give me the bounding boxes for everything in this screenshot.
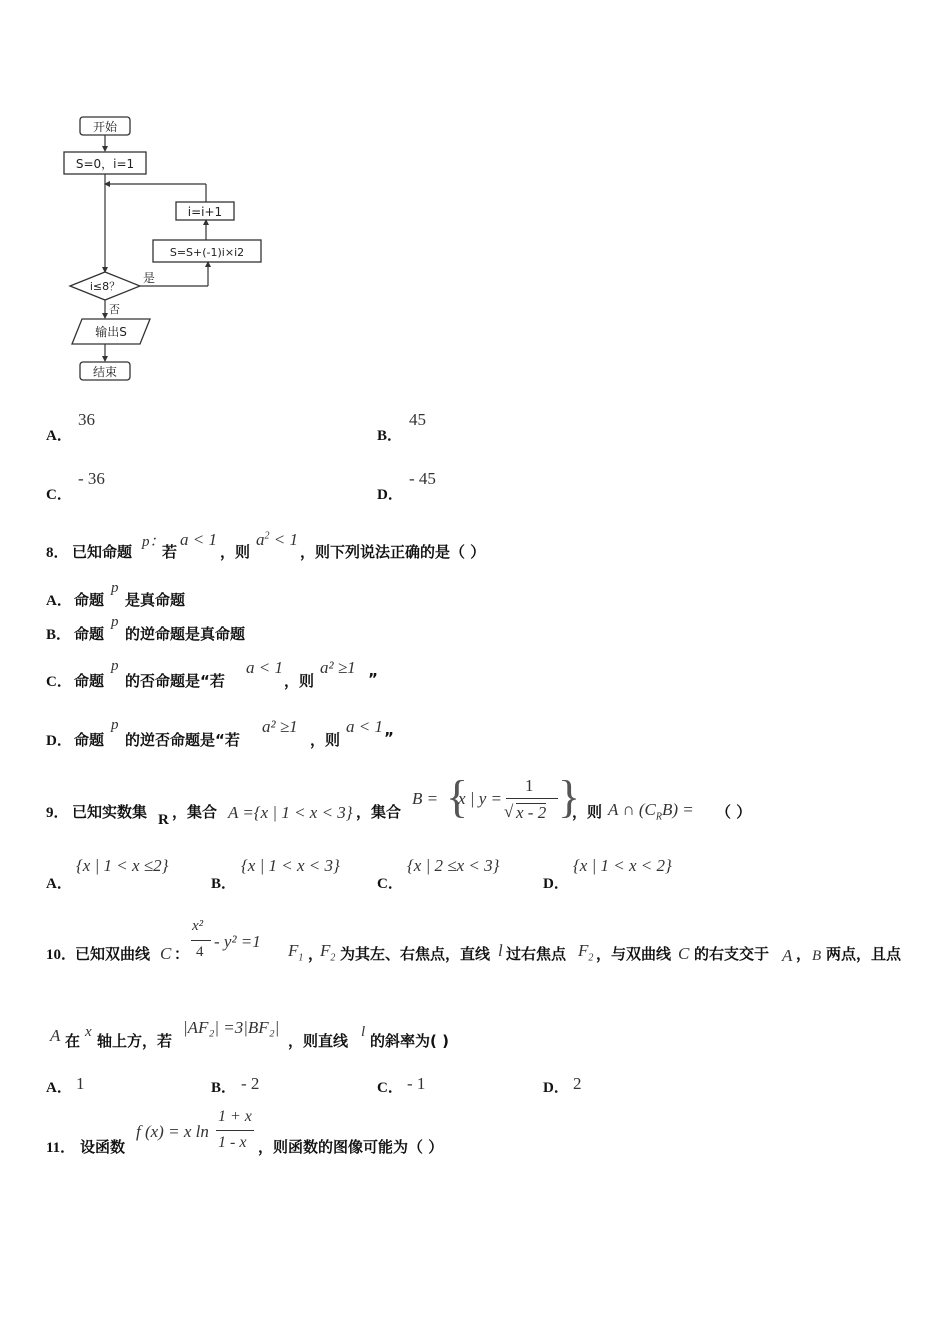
q10-eq-den: 4 [196,944,204,960]
q7-option-b-value: 45 [409,410,426,429]
q9-set-b-inner: x | y = [458,789,502,808]
q8-option-a-pre: 命题 [74,591,105,609]
flowchart-yes-label: 是 [143,271,156,285]
q9-stem-c: ，集合 [356,803,402,821]
q9-set-b-den: x - 2 [516,803,547,822]
q7-option-d-label: D． [377,487,403,503]
q8-option-c-pre: 命题 [74,672,105,690]
q10-colon: ： [174,945,190,963]
q8-stem-a: 已知命题 [72,543,133,561]
q10-stem-e: 的右支交于 [694,945,770,963]
flowchart-update-s-text: S=S+(-1)i×i2 [169,246,245,259]
q9-sqrt-sign: √ [504,802,514,821]
q10-option-b-value: - 2 [241,1074,260,1093]
q8-option-c-m2: a² ≥1 [320,658,356,677]
flowchart-condition-text: i≤8？ [89,280,121,293]
q9-option-a-value: {x | 1 < x ≤2} [76,856,169,875]
flowchart-start-text: 开始 [92,120,118,134]
q7-option-b-label: B． [377,428,403,444]
q10-curve: C [160,944,172,963]
q10-line2-x: x [85,1024,92,1040]
q7-option-c-label: C． [46,487,72,503]
q10-comma: ， [308,945,324,963]
q9-option-c-label: C． [377,876,403,892]
q8-option-d-label: D． [46,733,72,749]
q10-f2: $F_2$ [320,941,336,964]
flowchart-no-label: 否 [109,303,120,316]
q9-number: 9． [46,805,69,821]
q8-stem-d: ，则下列说法正确的是（ ） [300,543,486,561]
q9-stem-d: ，则 [572,803,603,821]
q10-option-c-label: C． [377,1080,403,1096]
q10-stem-d: ，与双曲线 [596,945,672,963]
q8-cond1: a < 1 [180,530,217,549]
q10-line2-b: 在 [65,1032,81,1050]
q11-number: 11． [46,1140,76,1156]
q9-expr: A ∩ $(C_RB)$ = [608,800,694,823]
q10-option-b-label: B． [211,1080,237,1096]
q8-option-d-m2: a < 1 [346,717,383,736]
q9-stem-e: （ ） [716,803,752,821]
q8-option-c-var: p [111,658,119,674]
q10-line2-e: 的斜率为( ) [370,1032,449,1050]
q10-stem-c: 过右焦点 [506,945,567,963]
q8-option-d-sep: ，则 [310,731,341,749]
q8-option-a-post: 是真命题 [125,591,186,609]
q9-option-a-label: A． [46,876,72,892]
q10-curve-again: C [678,944,690,963]
q8-stem-b: 若 [162,543,178,561]
q8-option-d-post: ” [384,729,394,747]
flowchart-update-i-text: i=i+1 [187,205,223,219]
q8-option-d-var: p [111,717,119,733]
q8-option-c-m1: a < 1 [246,658,283,677]
q10-option-c-value: - 1 [407,1074,426,1093]
q10-f1: $F_1$ [288,941,304,964]
q8-option-b-pre: 命题 [74,625,105,643]
q11-stem-a: 设函数 [80,1138,126,1156]
q10-option-d-label: D． [543,1080,569,1096]
q9-option-d-value: {x | 1 < x < 2} [573,856,672,875]
flowchart [60,112,275,387]
q9-option-d-label: D． [543,876,569,892]
q11-func-lhs: f (x) = x ln [136,1122,209,1141]
q9-set-a: A ={x | 1 < x < 3} [228,803,353,822]
q9-right-brace: } [558,771,581,822]
q10-ratio: |AF₂| =3|BF₂| [183,1018,280,1037]
q9-left-brace: { [446,771,469,822]
q8-option-d-mid: 的逆否命题是“若 [125,731,240,749]
q8-option-c-sep: ，则 [284,672,315,690]
q11-func-num: 1 + x [218,1108,252,1125]
q7-option-c-value: - 36 [78,469,105,488]
q10-line2-a: A [50,1026,61,1045]
q10-comma-2: ， [796,945,812,963]
q10-line: l [498,941,503,960]
q10-option-a-label: A． [46,1080,72,1096]
q8-stem-c: ，则 [220,543,251,561]
q7-option-a-label: A． [46,428,72,444]
q8-option-c-label: C． [46,674,72,690]
q8-number: 8． [46,545,69,561]
q10-option-d-value: 2 [573,1074,582,1093]
flowchart-output-text: 输出S [95,325,127,339]
q10-line2-d: ，则直线 [288,1032,349,1050]
q9-stem-a: 已知实数集 [72,803,148,821]
q8-option-b-label: B． [46,627,72,643]
q10-f2-again: $F_2$ [578,941,594,964]
q11-func-den: 1 - x [218,1134,247,1151]
q8-option-c-post: ” [368,670,378,688]
q10-stem-b: 为其左、右焦点，直线 [340,945,491,963]
q10-line2-l: l [361,1024,366,1040]
flowchart-end-text: 结束 [92,365,118,379]
q10-eq-rest: - y² =1 [214,932,261,951]
q11-fraction-bar [216,1130,254,1131]
q10-option-a-value: 1 [76,1074,85,1093]
q10-point-a: A [782,946,793,965]
q9-set-b-lhs: B = [412,789,439,808]
q9-set-r: R [158,812,169,828]
q8-option-c-mid: 的否命题是“若 [125,672,225,690]
q7-option-a-value: 36 [78,410,95,429]
q10-line2-c: 轴上方，若 [97,1032,173,1050]
q11-stem-b: ，则函数的图像可能为（ ） [258,1138,444,1156]
q10-eq-num: x² [192,918,204,934]
q8-option-d-m1: a² ≥1 [262,717,298,736]
q8-cond2: $a^2 < 1$ [256,530,298,549]
q10-fraction-bar [191,940,211,941]
q9-option-b-value: {x | 1 < x < 3} [241,856,340,875]
q9-stem-b: ，集合 [172,803,218,821]
q10-point-b: B [812,948,822,964]
q10-number: 10． [46,947,77,963]
q8-option-a-label: A． [46,593,72,609]
q8-option-a-var: p [111,580,119,596]
q7-option-d-value: - 45 [409,469,436,488]
q9-set-b-num: 1 [525,776,534,795]
q10-stem-a: 已知双曲线 [75,945,151,963]
q8-option-b-post: 的逆命题是真命题 [125,625,246,643]
q8-option-d-pre: 命题 [74,731,105,749]
q8-option-b-var: p [111,614,119,630]
q9-option-c-value: {x | 2 ≤x < 3} [407,856,500,875]
q9-option-b-label: B． [211,876,237,892]
flowchart-init-text: S=0，i=1 [75,157,135,171]
q8-stem-p: p： [142,534,165,550]
q9-fraction-bar [506,798,558,799]
q10-stem-f: 两点，且点 [826,945,902,963]
